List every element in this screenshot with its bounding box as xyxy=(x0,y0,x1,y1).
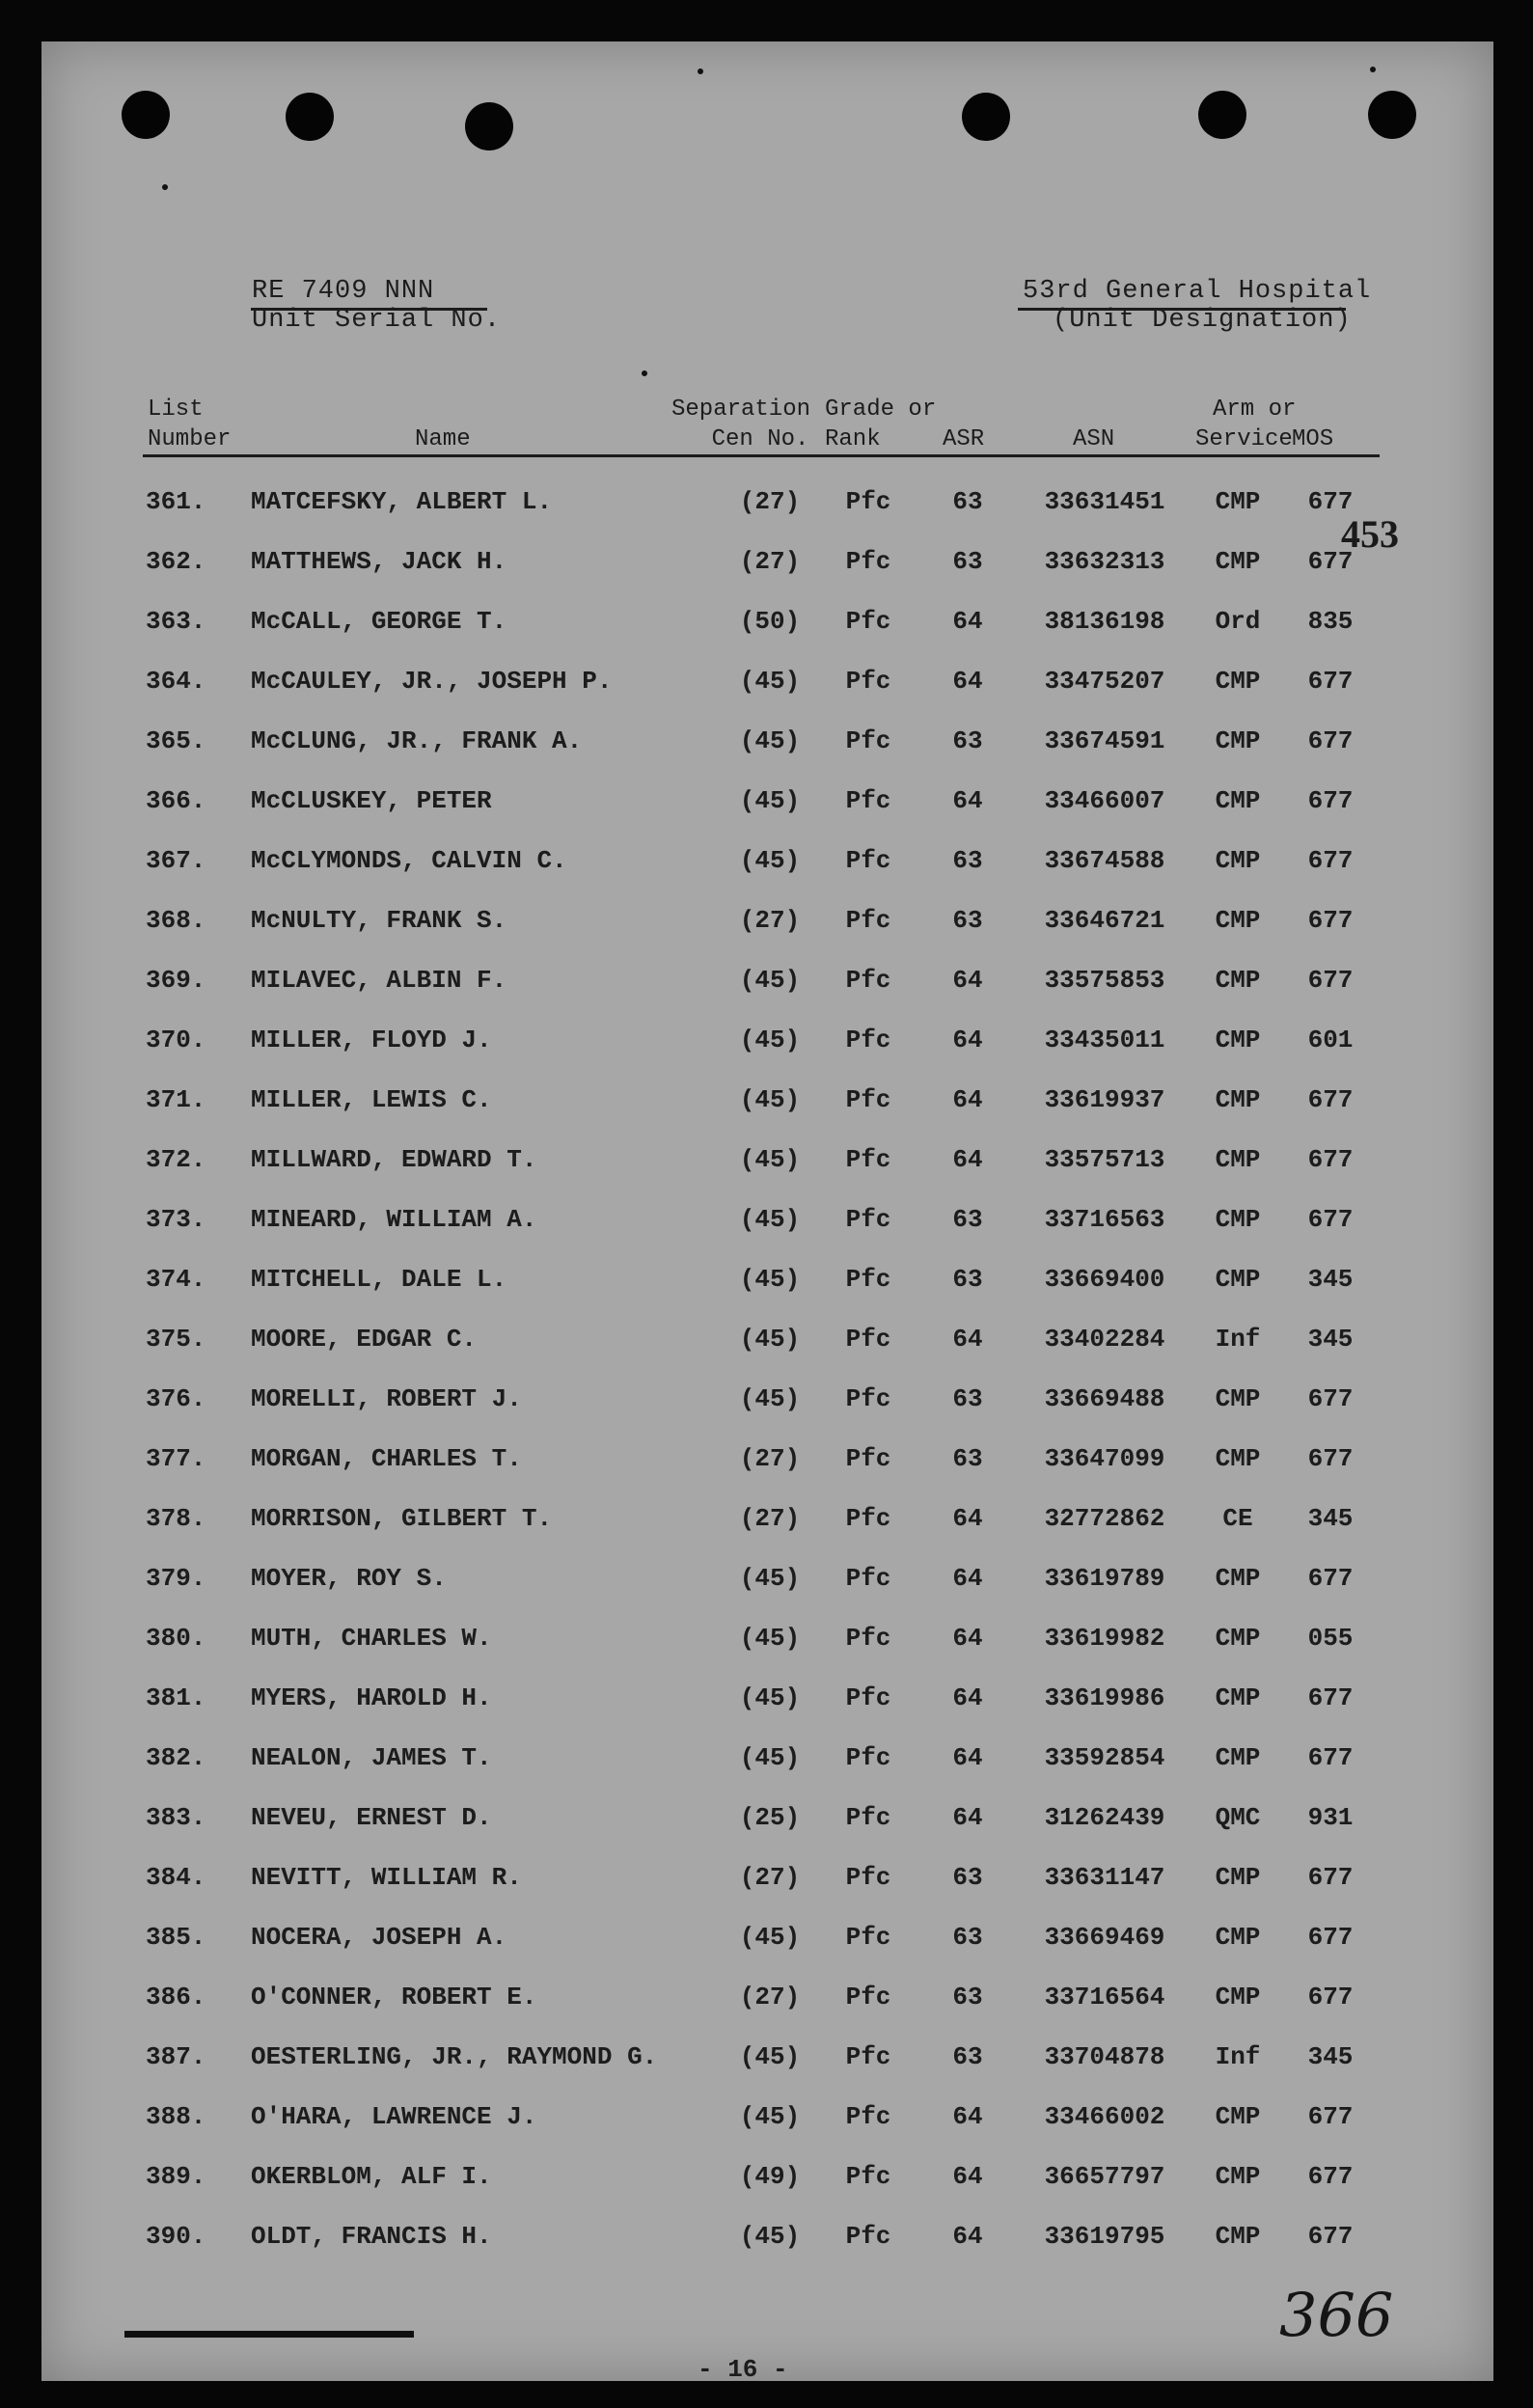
cell-mos: 677 xyxy=(1307,726,1354,755)
cell-arm-service: CMP xyxy=(1215,1026,1261,1054)
cell-name: NOCERA, JOSEPH A. xyxy=(251,1923,507,1952)
table-row xyxy=(41,607,1493,667)
cell-list-number: 376. xyxy=(146,1384,206,1413)
cell-mos: 677 xyxy=(1307,667,1354,696)
cell-arm-service: CMP xyxy=(1215,1624,1261,1653)
cell-mos: 677 xyxy=(1307,1923,1354,1952)
cell-asr: 63 xyxy=(952,487,983,516)
ink-speck xyxy=(1370,67,1376,72)
cell-list-number: 378. xyxy=(146,1504,206,1533)
cell-arm-service: CMP xyxy=(1215,1863,1261,1892)
cell-name: MILAVEC, ALBIN F. xyxy=(251,966,507,995)
binder-hole xyxy=(122,91,170,139)
cell-rank: Pfc xyxy=(845,846,891,875)
cell-asr: 63 xyxy=(952,1983,983,2011)
unit-serial-label: Unit Serial No. xyxy=(252,306,502,335)
cell-mos: 677 xyxy=(1307,1444,1354,1473)
cell-asn: 33402284 xyxy=(1044,1325,1165,1354)
cell-separation-cen: (45) xyxy=(739,2042,801,2071)
cell-asn: 33704878 xyxy=(1044,2042,1165,2071)
table-row xyxy=(41,1145,1493,1205)
cell-name: MILLER, LEWIS C. xyxy=(251,1085,492,1114)
cell-arm-service: CMP xyxy=(1215,1683,1261,1712)
col-list-number-header: List Number xyxy=(148,397,232,452)
cell-asr: 64 xyxy=(952,1743,983,1772)
cell-asn: 33647099 xyxy=(1044,1444,1165,1473)
cell-asr: 64 xyxy=(952,1325,983,1354)
table-row xyxy=(41,1384,1493,1444)
col-separation-header: Separation Cen No. xyxy=(671,397,811,452)
cell-name: MYERS, HAROLD H. xyxy=(251,1683,492,1712)
cell-list-number: 382. xyxy=(146,1743,206,1772)
cell-arm-service: Inf xyxy=(1215,2042,1261,2071)
cell-arm-service: CMP xyxy=(1215,1743,1261,1772)
cell-list-number: 387. xyxy=(146,2042,206,2071)
cell-name: MILLWARD, EDWARD T. xyxy=(251,1145,537,1174)
table-row xyxy=(41,1504,1493,1564)
cell-separation-cen: (45) xyxy=(739,2222,801,2251)
cell-separation-cen: (45) xyxy=(739,846,801,875)
cell-mos: 055 xyxy=(1307,1624,1354,1653)
cell-asn: 33575853 xyxy=(1044,966,1165,995)
binder-hole xyxy=(465,102,513,150)
cell-list-number: 374. xyxy=(146,1265,206,1294)
binder-hole xyxy=(1198,91,1246,139)
cell-list-number: 373. xyxy=(146,1205,206,1234)
cell-separation-cen: (45) xyxy=(739,1325,801,1354)
cell-mos: 677 xyxy=(1307,2102,1354,2131)
cell-asn: 33592854 xyxy=(1044,1743,1165,1772)
cell-list-number: 369. xyxy=(146,966,206,995)
cell-asn: 33631147 xyxy=(1044,1863,1165,1892)
cell-asr: 63 xyxy=(952,547,983,576)
cell-list-number: 385. xyxy=(146,1923,206,1952)
cell-name: O'CONNER, ROBERT E. xyxy=(251,1983,537,2011)
cell-mos: 931 xyxy=(1307,1803,1354,1832)
cell-asn: 31262439 xyxy=(1044,1803,1165,1832)
cell-separation-cen: (45) xyxy=(739,667,801,696)
cell-asn: 33632313 xyxy=(1044,547,1165,576)
table-row xyxy=(41,2042,1493,2102)
cell-separation-cen: (50) xyxy=(739,607,801,636)
cell-asr: 64 xyxy=(952,1145,983,1174)
cell-asr: 64 xyxy=(952,1624,983,1653)
cell-list-number: 368. xyxy=(146,906,206,935)
cell-asn: 33716563 xyxy=(1044,1205,1165,1234)
cell-separation-cen: (45) xyxy=(739,1085,801,1114)
cell-asn: 33619937 xyxy=(1044,1085,1165,1114)
cell-mos: 345 xyxy=(1307,2042,1354,2071)
cell-name: MORGAN, CHARLES T. xyxy=(251,1444,522,1473)
cell-asr: 63 xyxy=(952,846,983,875)
cell-mos: 677 xyxy=(1307,1085,1354,1114)
cell-rank: Pfc xyxy=(845,1863,891,1892)
cell-separation-cen: (25) xyxy=(739,1803,801,1832)
cell-asr: 64 xyxy=(952,1504,983,1533)
col-name-header: Name xyxy=(415,426,471,452)
cell-separation-cen: (27) xyxy=(739,1504,801,1533)
cell-rank: Pfc xyxy=(845,2102,891,2131)
page-number: - 16 - xyxy=(698,2355,788,2384)
unit-designation-label: (Unit Designation) xyxy=(1053,306,1352,335)
col-asr-header: ASR xyxy=(943,426,985,452)
cell-rank: Pfc xyxy=(845,1803,891,1832)
cell-name: MATCEFSKY, ALBERT L. xyxy=(251,487,553,516)
cell-arm-service: CMP xyxy=(1215,1145,1261,1174)
cell-asr: 63 xyxy=(952,1863,983,1892)
cell-list-number: 388. xyxy=(146,2102,206,2131)
cell-name: NEALON, JAMES T. xyxy=(251,1743,492,1772)
cell-rank: Pfc xyxy=(845,2162,891,2191)
cell-list-number: 361. xyxy=(146,487,206,516)
cell-asn: 33619986 xyxy=(1044,1683,1165,1712)
ink-speck xyxy=(642,370,647,376)
cell-arm-service: CMP xyxy=(1215,846,1261,875)
col-mos-header: MOS xyxy=(1292,426,1334,452)
cell-name: MORRISON, GILBERT T. xyxy=(251,1504,553,1533)
cell-rank: Pfc xyxy=(845,1923,891,1952)
cell-asn: 33669469 xyxy=(1044,1923,1165,1952)
cell-arm-service: CE xyxy=(1222,1504,1253,1533)
cell-list-number: 370. xyxy=(146,1026,206,1054)
cell-asn: 33619982 xyxy=(1044,1624,1165,1653)
cell-rank: Pfc xyxy=(845,1325,891,1354)
cell-mos: 345 xyxy=(1307,1265,1354,1294)
cell-asr: 64 xyxy=(952,2102,983,2131)
col-arm-service-header: Arm or Service xyxy=(1195,397,1297,452)
cell-list-number: 372. xyxy=(146,1145,206,1174)
cell-separation-cen: (27) xyxy=(739,487,801,516)
table-row xyxy=(41,1624,1493,1683)
cell-asn: 38136198 xyxy=(1044,607,1165,636)
cell-separation-cen: (27) xyxy=(739,906,801,935)
cell-list-number: 386. xyxy=(146,1983,206,2011)
cell-rank: Pfc xyxy=(845,1624,891,1653)
cell-name: OLDT, FRANCIS H. xyxy=(251,2222,492,2251)
table-row xyxy=(41,1265,1493,1325)
cell-list-number: 379. xyxy=(146,1564,206,1593)
cell-arm-service: CMP xyxy=(1215,1983,1261,2011)
table-row xyxy=(41,2222,1493,2282)
cell-mos: 677 xyxy=(1307,487,1354,516)
footer-rule xyxy=(124,2331,414,2338)
table-row xyxy=(41,966,1493,1026)
col-grade-rank-header: Grade or Rank xyxy=(825,397,937,452)
cell-separation-cen: (45) xyxy=(739,1026,801,1054)
cell-rank: Pfc xyxy=(845,2042,891,2071)
cell-asn: 33669400 xyxy=(1044,1265,1165,1294)
cell-rank: Pfc xyxy=(845,607,891,636)
cell-asr: 63 xyxy=(952,1444,983,1473)
cell-mos: 601 xyxy=(1307,1026,1354,1054)
cell-asn: 33674588 xyxy=(1044,846,1165,875)
table-row xyxy=(41,1743,1493,1803)
cell-asr: 63 xyxy=(952,1265,983,1294)
col-asn-header: ASN xyxy=(1073,426,1115,452)
cell-list-number: 389. xyxy=(146,2162,206,2191)
cell-asr: 64 xyxy=(952,2162,983,2191)
cell-name: MUTH, CHARLES W. xyxy=(251,1624,492,1653)
cell-mos: 835 xyxy=(1307,607,1354,636)
cell-name: MITCHELL, DALE L. xyxy=(251,1265,507,1294)
cell-name: McCLUSKEY, PETER xyxy=(251,786,492,815)
cell-separation-cen: (45) xyxy=(739,786,801,815)
table-row xyxy=(41,1923,1493,1983)
header-rule xyxy=(143,454,1380,457)
unit-designation-value: 53rd General Hospital xyxy=(1023,277,1372,306)
cell-asn: 36657797 xyxy=(1044,2162,1165,2191)
cell-asr: 63 xyxy=(952,1205,983,1234)
cell-rank: Pfc xyxy=(845,1145,891,1174)
cell-rank: Pfc xyxy=(845,1504,891,1533)
cell-list-number: 366. xyxy=(146,786,206,815)
cell-mos: 677 xyxy=(1307,1384,1354,1413)
cell-list-number: 384. xyxy=(146,1863,206,1892)
table-row xyxy=(41,906,1493,966)
cell-asr: 64 xyxy=(952,1026,983,1054)
cell-separation-cen: (45) xyxy=(739,1384,801,1413)
cell-mos: 677 xyxy=(1307,1683,1354,1712)
cell-asr: 64 xyxy=(952,1564,983,1593)
cell-rank: Pfc xyxy=(845,1983,891,2011)
cell-asn: 33619795 xyxy=(1044,2222,1165,2251)
cell-arm-service: CMP xyxy=(1215,786,1261,815)
cell-asr: 64 xyxy=(952,1085,983,1114)
cell-name: MINEARD, WILLIAM A. xyxy=(251,1205,537,1234)
cell-rank: Pfc xyxy=(845,966,891,995)
cell-rank: Pfc xyxy=(845,906,891,935)
cell-asr: 64 xyxy=(952,607,983,636)
cell-list-number: 383. xyxy=(146,1803,206,1832)
cell-asn: 33669488 xyxy=(1044,1384,1165,1413)
table-row xyxy=(41,1444,1493,1504)
cell-mos: 677 xyxy=(1307,906,1354,935)
cell-name: McCAULEY, JR., JOSEPH P. xyxy=(251,667,613,696)
cell-asr: 63 xyxy=(952,2042,983,2071)
cell-arm-service: CMP xyxy=(1215,2162,1261,2191)
stamp-number: 453 xyxy=(1341,512,1399,556)
cell-list-number: 362. xyxy=(146,547,206,576)
cell-name: NEVITT, WILLIAM R. xyxy=(251,1863,522,1892)
cell-list-number: 367. xyxy=(146,846,206,875)
cell-asn: 33475207 xyxy=(1044,667,1165,696)
cell-mos: 677 xyxy=(1307,786,1354,815)
cell-separation-cen: (27) xyxy=(739,1983,801,2011)
cell-rank: Pfc xyxy=(845,2222,891,2251)
cell-separation-cen: (45) xyxy=(739,1624,801,1653)
cell-arm-service: CMP xyxy=(1215,1265,1261,1294)
cell-asn: 33575713 xyxy=(1044,1145,1165,1174)
table-row xyxy=(41,2162,1493,2222)
cell-mos: 677 xyxy=(1307,2222,1354,2251)
cell-list-number: 375. xyxy=(146,1325,206,1354)
cell-asr: 64 xyxy=(952,2222,983,2251)
cell-separation-cen: (45) xyxy=(739,1265,801,1294)
cell-mos: 345 xyxy=(1307,1325,1354,1354)
cell-separation-cen: (45) xyxy=(739,1743,801,1772)
cell-list-number: 371. xyxy=(146,1085,206,1114)
cell-rank: Pfc xyxy=(845,1683,891,1712)
cell-name: O'HARA, LAWRENCE J. xyxy=(251,2102,537,2131)
cell-name: MORELLI, ROBERT J. xyxy=(251,1384,522,1413)
table-row xyxy=(41,547,1493,607)
binder-hole xyxy=(1368,91,1416,139)
cell-rank: Pfc xyxy=(845,1564,891,1593)
cell-list-number: 380. xyxy=(146,1624,206,1653)
table-row xyxy=(41,1026,1493,1085)
cell-name: NEVEU, ERNEST D. xyxy=(251,1803,492,1832)
cell-rank: Pfc xyxy=(845,1085,891,1114)
cell-asn: 33619789 xyxy=(1044,1564,1165,1593)
cell-separation-cen: (45) xyxy=(739,1923,801,1952)
table-row xyxy=(41,1325,1493,1384)
cell-mos: 677 xyxy=(1307,1564,1354,1593)
cell-separation-cen: (45) xyxy=(739,1205,801,1234)
cell-separation-cen: (45) xyxy=(739,2102,801,2131)
binder-hole xyxy=(286,93,334,141)
cell-name: McCALL, GEORGE T. xyxy=(251,607,507,636)
cell-rank: Pfc xyxy=(845,1265,891,1294)
cell-rank: Pfc xyxy=(845,487,891,516)
cell-asn: 33631451 xyxy=(1044,487,1165,516)
cell-mos: 677 xyxy=(1307,1145,1354,1174)
cell-asn: 32772862 xyxy=(1044,1504,1165,1533)
cell-rank: Pfc xyxy=(845,1444,891,1473)
ink-speck xyxy=(698,68,703,74)
cell-separation-cen: (49) xyxy=(739,2162,801,2191)
cell-list-number: 377. xyxy=(146,1444,206,1473)
cell-name: McCLUNG, JR., FRANK A. xyxy=(251,726,583,755)
document-page xyxy=(41,41,1493,2384)
cell-arm-service: CMP xyxy=(1215,966,1261,995)
cell-arm-service: CMP xyxy=(1215,1923,1261,1952)
cell-separation-cen: (45) xyxy=(739,1683,801,1712)
cell-arm-service: Ord xyxy=(1215,607,1261,636)
cell-asn: 33466002 xyxy=(1044,2102,1165,2131)
cell-rank: Pfc xyxy=(845,667,891,696)
cell-arm-service: CMP xyxy=(1215,2102,1261,2131)
cell-arm-service: CMP xyxy=(1215,1384,1261,1413)
table-row xyxy=(41,1085,1493,1145)
table-row xyxy=(41,846,1493,906)
cell-mos: 677 xyxy=(1307,1863,1354,1892)
table-row xyxy=(41,2102,1493,2162)
cell-asr: 64 xyxy=(952,786,983,815)
table-row xyxy=(41,667,1493,726)
cell-arm-service: CMP xyxy=(1215,667,1261,696)
cell-asn: 33435011 xyxy=(1044,1026,1165,1054)
table-row xyxy=(41,487,1493,547)
cell-list-number: 381. xyxy=(146,1683,206,1712)
handwritten-number: 366 xyxy=(1279,2280,1394,2350)
cell-rank: Pfc xyxy=(845,1026,891,1054)
cell-asr: 64 xyxy=(952,966,983,995)
cell-asr: 63 xyxy=(952,1923,983,1952)
table-row xyxy=(41,1683,1493,1743)
cell-mos: 677 xyxy=(1307,846,1354,875)
cell-separation-cen: (45) xyxy=(739,726,801,755)
table-row xyxy=(41,1983,1493,2042)
cell-name: OESTERLING, JR., RAYMOND G. xyxy=(251,2042,658,2071)
cell-rank: Pfc xyxy=(845,786,891,815)
cell-list-number: 390. xyxy=(146,2222,206,2251)
cell-mos: 677 xyxy=(1307,547,1354,576)
cell-asr: 63 xyxy=(952,726,983,755)
cell-asr: 63 xyxy=(952,906,983,935)
cell-name: McCLYMONDS, CALVIN C. xyxy=(251,846,567,875)
table-row xyxy=(41,1564,1493,1624)
cell-asr: 64 xyxy=(952,1683,983,1712)
cell-separation-cen: (45) xyxy=(739,966,801,995)
cell-asn: 33466007 xyxy=(1044,786,1165,815)
cell-arm-service: CMP xyxy=(1215,906,1261,935)
cell-rank: Pfc xyxy=(845,726,891,755)
cell-arm-service: CMP xyxy=(1215,1205,1261,1234)
cell-arm-service: CMP xyxy=(1215,1085,1261,1114)
cell-name: McNULTY, FRANK S. xyxy=(251,906,507,935)
cell-asr: 64 xyxy=(952,1803,983,1832)
cell-arm-service: CMP xyxy=(1215,1564,1261,1593)
ink-speck xyxy=(162,184,168,190)
table-row xyxy=(41,1205,1493,1265)
cell-arm-service: CMP xyxy=(1215,2222,1261,2251)
cell-arm-service: CMP xyxy=(1215,726,1261,755)
table-row xyxy=(41,1803,1493,1863)
cell-name: MOYER, ROY S. xyxy=(251,1564,447,1593)
cell-mos: 677 xyxy=(1307,2162,1354,2191)
cell-list-number: 365. xyxy=(146,726,206,755)
cell-mos: 345 xyxy=(1307,1504,1354,1533)
unit-serial-value: RE 7409 NNN xyxy=(252,277,435,306)
cell-arm-service: CMP xyxy=(1215,1444,1261,1473)
cell-asn: 33716564 xyxy=(1044,1983,1165,2011)
cell-arm-service: CMP xyxy=(1215,487,1261,516)
cell-arm-service: Inf xyxy=(1215,1325,1261,1354)
cell-name: OKERBLOM, ALF I. xyxy=(251,2162,492,2191)
cell-rank: Pfc xyxy=(845,1743,891,1772)
cell-mos: 677 xyxy=(1307,966,1354,995)
cell-separation-cen: (45) xyxy=(739,1564,801,1593)
cell-rank: Pfc xyxy=(845,1205,891,1234)
cell-rank: Pfc xyxy=(845,547,891,576)
cell-separation-cen: (27) xyxy=(739,1444,801,1473)
cell-list-number: 363. xyxy=(146,607,206,636)
cell-asr: 63 xyxy=(952,1384,983,1413)
cell-mos: 677 xyxy=(1307,1205,1354,1234)
table-row xyxy=(41,1863,1493,1923)
table-row xyxy=(41,726,1493,786)
cell-list-number: 364. xyxy=(146,667,206,696)
cell-arm-service: QMC xyxy=(1215,1803,1261,1832)
cell-asn: 33674591 xyxy=(1044,726,1165,755)
cell-asr: 64 xyxy=(952,667,983,696)
cell-separation-cen: (27) xyxy=(739,1863,801,1892)
cell-mos: 677 xyxy=(1307,1983,1354,2011)
cell-name: MOORE, EDGAR C. xyxy=(251,1325,478,1354)
binder-hole xyxy=(962,93,1010,141)
cell-arm-service: CMP xyxy=(1215,547,1261,576)
cell-name: MATTHEWS, JACK H. xyxy=(251,547,507,576)
cell-separation-cen: (45) xyxy=(739,1145,801,1174)
cell-separation-cen: (27) xyxy=(739,547,801,576)
table-row xyxy=(41,786,1493,846)
cell-asn: 33646721 xyxy=(1044,906,1165,935)
cell-rank: Pfc xyxy=(845,1384,891,1413)
cell-mos: 677 xyxy=(1307,1743,1354,1772)
cell-name: MILLER, FLOYD J. xyxy=(251,1026,492,1054)
